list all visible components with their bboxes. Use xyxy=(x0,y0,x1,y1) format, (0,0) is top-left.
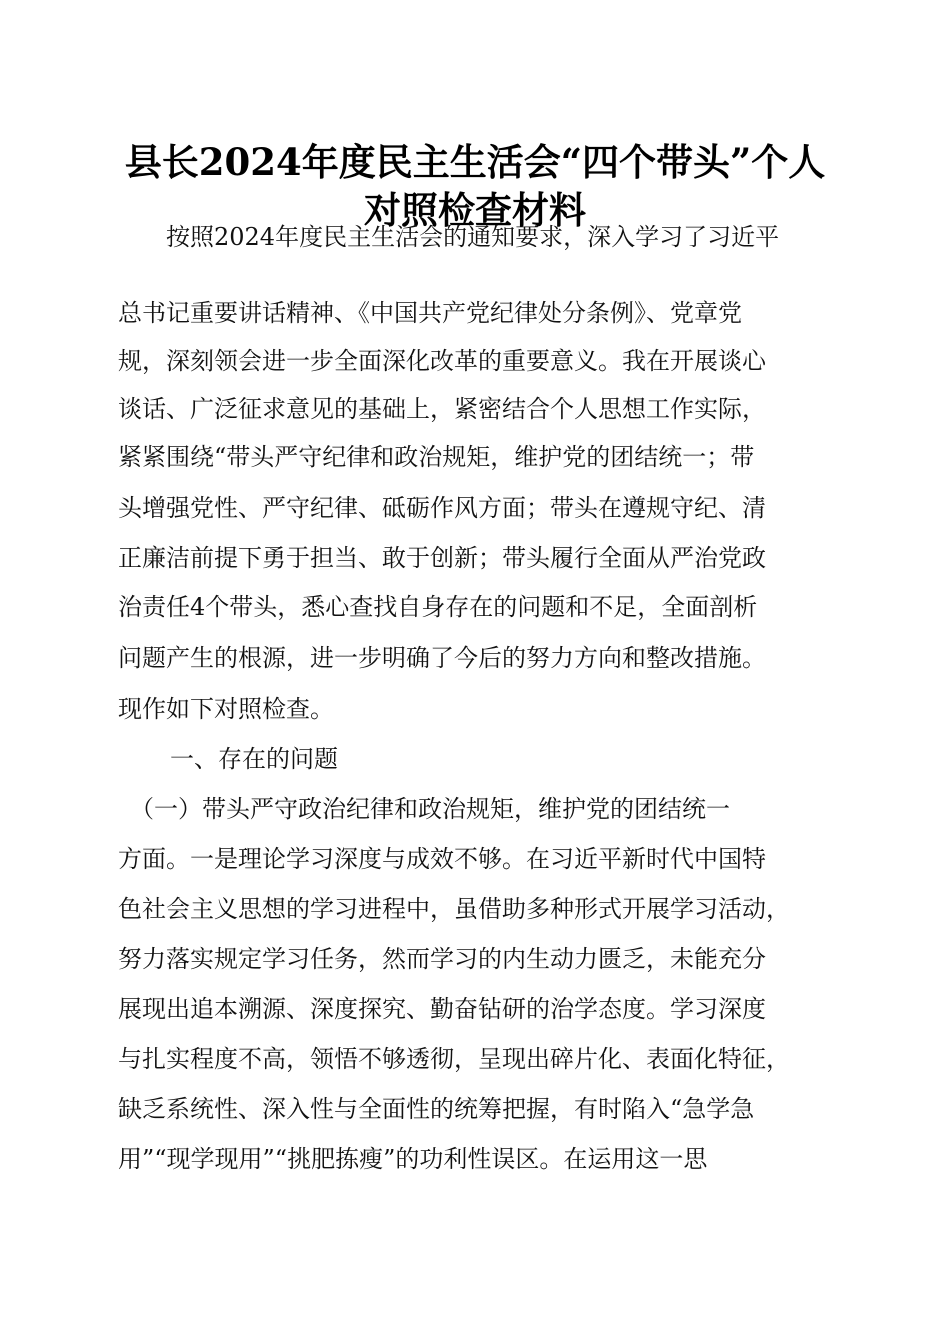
section1-line-8: 用”“现学现用”“挑肥拣瘦”的功利性误区。在运用这一思 xyxy=(118,1145,708,1173)
section-heading-problems: 一、存在的问题 xyxy=(170,745,338,773)
section1-line-6: 与扎实程度不高，领悟不够透彻，呈现出碎片化、表面化特征， xyxy=(118,1045,790,1073)
document-title-line-2: 对照检查材料 xyxy=(364,188,586,232)
intro-line-7: 正廉洁前提下勇于担当、敢于创新；带头履行全面从严治党政 xyxy=(118,544,766,572)
section1-line-3: 色社会主义思想的学习进程中，虽借助多种形式开展学习活动， xyxy=(118,895,790,923)
section1-line-2: 方面。一是理论学习深度与成效不够。在习近平新时代中国特 xyxy=(118,845,766,873)
intro-line-9: 问题产生的根源，进一步明确了今后的努力方向和整改措施。 xyxy=(118,644,766,672)
intro-line-8: 治责任4个带头，悉心查找自身存在的问题和不足，全面剖析 xyxy=(118,593,758,621)
section1-line-1: （一）带头严守政治纪律和政治规矩，维护党的团结统一 xyxy=(118,795,730,823)
intro-line-3: 规，深刻领会进一步全面深化改革的重要意义。我在开展谈心 xyxy=(118,347,766,375)
intro-line-6: 头增强党性、严守纪律、砥砺作风方面；带头在遵规守纪、清 xyxy=(118,494,766,522)
intro-line-4: 谈话、广泛征求意见的基础上，紧密结合个人思想工作实际， xyxy=(118,395,766,423)
document-title-line-1: 县长2024年度民主生活会“四个带头”个人 xyxy=(124,140,826,184)
intro-line-5: 紧紧围绕“带头严守纪律和政治规矩，维护党的团结统一；带 xyxy=(118,443,755,471)
intro-line-2: 总书记重要讲话精神、《中国共产党纪律处分条例》、党章党 xyxy=(118,299,742,327)
intro-line-1: 按照2024年度民主生活会的通知要求，深入学习了习近平 xyxy=(118,223,780,251)
section1-line-5: 展现出追本溯源、深度探究、勤奋钻研的治学态度。学习深度 xyxy=(118,995,766,1023)
section1-line-7: 缺乏系统性、深入性与全面性的统筹把握，有时陷入“急学急 xyxy=(118,1095,755,1123)
intro-line-10: 现作如下对照检查。 xyxy=(118,695,334,723)
section1-line-4: 努力落实规定学习任务，然而学习的内生动力匮乏，未能充分 xyxy=(118,945,766,973)
